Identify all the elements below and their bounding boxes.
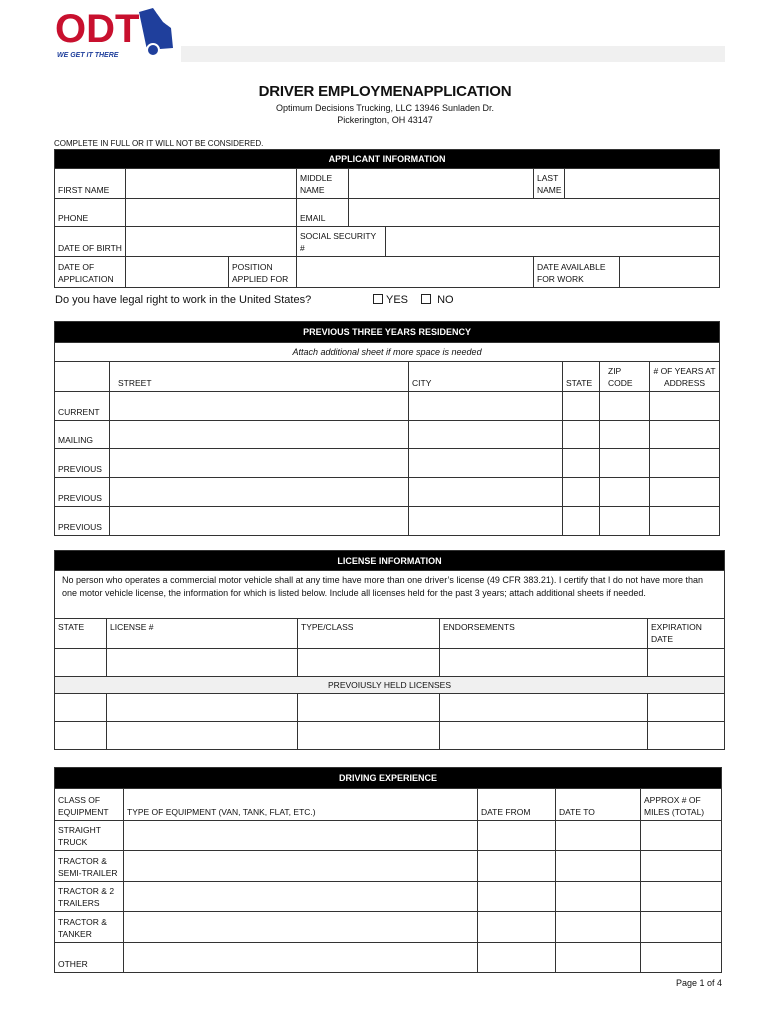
experience-table [54,767,722,973]
previously-held-heading: PREVOIUSLY HELD LICENSES [55,677,725,694]
date-from-field[interactable] [478,882,556,912]
email-label: EMAIL [297,199,349,227]
type-column-header: TYPE OF EQUIPMENT (VAN, TANK, FLAT, ETC.) [124,789,478,821]
last-name-label: LAST NAME [534,169,565,199]
type-class-field[interactable] [298,649,440,677]
years-field[interactable] [650,392,720,421]
residency-table [54,321,720,536]
row-label-tractor-semi: TRACTOR & SEMI-TRAILER [55,851,124,882]
row-label-previous: PREVIOUS [55,507,110,536]
header-bar [181,46,725,62]
state-field[interactable] [563,449,600,478]
license-number-column-header: LICENSE # [107,619,298,649]
date-to-column-header: DATE TO [556,789,641,821]
endorsements-field[interactable] [440,649,648,677]
zip-field[interactable] [600,392,650,421]
legal-right-question: Do you have legal right to work in the United States? [55,294,312,306]
dob-label: DATE OF BIRTH [55,227,126,257]
zip-field[interactable] [600,421,650,449]
date-of-application-label: DATE OF APPLICATION [55,257,126,288]
state-field[interactable] [563,392,600,421]
ssn-field[interactable] [386,227,720,257]
ssn-label: SOCIAL SECURITY # [297,227,386,257]
date-to-field[interactable] [556,912,641,943]
license-number-field[interactable] [107,694,298,722]
table-row [55,449,720,478]
state-field[interactable] [563,507,600,536]
date-to-field[interactable] [556,882,641,912]
position-label: POSITION APPLIED FOR [229,257,297,288]
applicant-info-table [54,149,720,288]
type-field[interactable] [124,882,478,912]
date-to-field[interactable] [556,943,641,973]
date-from-field[interactable] [478,943,556,973]
type-class-field[interactable] [298,722,440,750]
zip-field[interactable] [600,478,650,507]
street-column-header: STREET [110,362,409,392]
type-field[interactable] [124,943,478,973]
experience-heading: DRIVING EXPERIENCE [55,768,722,789]
first-name-field[interactable] [126,169,297,199]
date-available-label: DATE AVAILABLE FOR WORK [534,257,620,287]
endorsements-field[interactable] [440,722,648,750]
street-field[interactable] [110,507,409,536]
phone-label: PHONE [55,199,126,227]
license-number-field[interactable] [107,649,298,677]
position-field[interactable] [297,257,534,288]
table-row [55,722,725,750]
yes-label: YES [386,294,409,306]
residency-heading: PREVIOUS THREE YEARS RESIDENCY [55,322,720,343]
form-title: DRIVER EMPLOYMENAPPLICATION [258,83,512,100]
city-field[interactable] [409,478,563,507]
endorsements-column-header: ENDORSEMENTS [440,619,648,649]
type-field[interactable] [124,821,478,851]
yes-checkbox[interactable] [373,294,408,306]
row-label-tractor-tanker: TRACTOR & TANKER [55,912,124,943]
company-logo [53,4,181,62]
endorsements-field[interactable] [440,694,648,722]
state-field[interactable] [55,649,107,677]
checkbox-icon[interactable] [421,294,431,304]
expiration-field[interactable] [648,722,725,750]
miles-field[interactable] [641,912,722,943]
years-column-header: # OF YEARS AT ADDRESS [650,362,720,392]
row-label-other: OTHER [55,943,124,973]
middle-name-field[interactable] [349,169,534,199]
years-field[interactable] [650,478,720,507]
table-row [55,649,725,677]
class-column-header: CLASS OF EQUIPMENT [55,789,124,821]
expiration-field[interactable] [648,694,725,722]
state-column-header: STATE [563,362,600,392]
expiration-column-header: EXPIRATION DATE [648,619,725,649]
page-number: Page 1 of 4 [676,978,723,988]
miles-field[interactable] [641,882,722,912]
table-row [55,943,722,973]
no-checkbox[interactable] [421,294,454,306]
date-available-group [534,257,720,288]
checkbox-icon[interactable] [373,294,383,304]
city-field[interactable] [409,421,563,449]
table-row [55,421,720,449]
table-row [55,478,720,507]
date-from-field[interactable] [478,912,556,943]
phone-field[interactable] [126,199,297,227]
street-field[interactable] [110,392,409,421]
row-label-tractor-2-trailers: TRACTOR & 2 TRAILERS [55,882,124,912]
logo-text: ODT [55,7,140,51]
street-field[interactable] [110,449,409,478]
street-field[interactable] [110,478,409,507]
state-column-header: STATE [55,619,107,649]
zip-field[interactable] [600,449,650,478]
date-from-field[interactable] [478,851,556,882]
expiration-field[interactable] [648,649,725,677]
row-label-previous: PREVIOUS [55,449,110,478]
license-number-field[interactable] [107,722,298,750]
state-field[interactable] [55,694,107,722]
years-field[interactable] [650,449,720,478]
type-class-column-header: TYPE/CLASS [298,619,440,649]
zip-column-header: ZIP CODE [600,362,650,392]
row-label-current: CURRENT [55,392,110,421]
type-class-field[interactable] [298,694,440,722]
no-label: NO [437,294,454,306]
date-to-field[interactable] [556,851,641,882]
table-row [55,912,722,943]
table-row [55,882,722,912]
dob-field[interactable] [126,227,297,257]
state-field[interactable] [563,478,600,507]
email-field[interactable] [349,199,720,227]
miles-field[interactable] [641,821,722,851]
years-field[interactable] [650,507,720,536]
company-address-line1: Optimum Decisions Trucking, LLC 13946 Sunladen Dr. [275,103,495,113]
license-heading: LICENSE INFORMATION [55,551,725,571]
state-field[interactable] [55,722,107,750]
residency-note: Attach additional sheet if more space is needed [55,343,720,362]
row-label-straight-truck: STRAIGHT TRUCK [55,821,124,851]
date-from-column-header: DATE FROM [478,789,556,821]
date-of-application-field[interactable] [126,257,229,288]
city-column-header: CITY [409,362,563,392]
years-field[interactable] [650,421,720,449]
miles-field[interactable] [641,943,722,973]
row-label-previous: PREVIOUS [55,478,110,507]
license-table [54,550,725,750]
middle-name-label: MIDDLE NAME [297,169,349,199]
table-row [55,507,720,536]
date-available-field[interactable] [620,257,719,287]
state-field[interactable] [563,421,600,449]
last-name-field[interactable] [565,169,720,199]
license-paragraph: No person who operates a commercial motor vehicle shall at any time have more than one driver’s license (49 CFR 383.21). I certify that I do not have more than one motor vehicle license, the information for which is listed below. Include all licenses held for the past 3 years; attach additional sheets if needed. [55,571,725,619]
city-field[interactable] [409,507,563,536]
completion-notice: COMPLETE IN FULL OR IT WILL NOT BE CONSIDERED. [54,139,264,148]
date-from-field[interactable] [478,821,556,851]
date-to-field[interactable] [556,821,641,851]
first-name-label: FIRST NAME [55,169,126,199]
city-field[interactable] [409,449,563,478]
type-field[interactable] [124,912,478,943]
applicant-info-heading: APPLICANT INFORMATION [55,150,720,169]
type-field[interactable] [124,851,478,882]
miles-field[interactable] [641,851,722,882]
row-label-mailing: MAILING [55,421,110,449]
table-row [55,851,722,882]
miles-column-header: APPROX # OF MILES (TOTAL) [641,789,722,821]
table-row [55,821,722,851]
table-row [55,392,720,421]
city-field[interactable] [409,392,563,421]
company-address-line2: Pickerington, OH 43147 [337,115,433,125]
zip-field[interactable] [600,507,650,536]
logo-tagline: WE GET IT THERE [57,52,119,59]
table-row [55,694,725,722]
street-field[interactable] [110,421,409,449]
